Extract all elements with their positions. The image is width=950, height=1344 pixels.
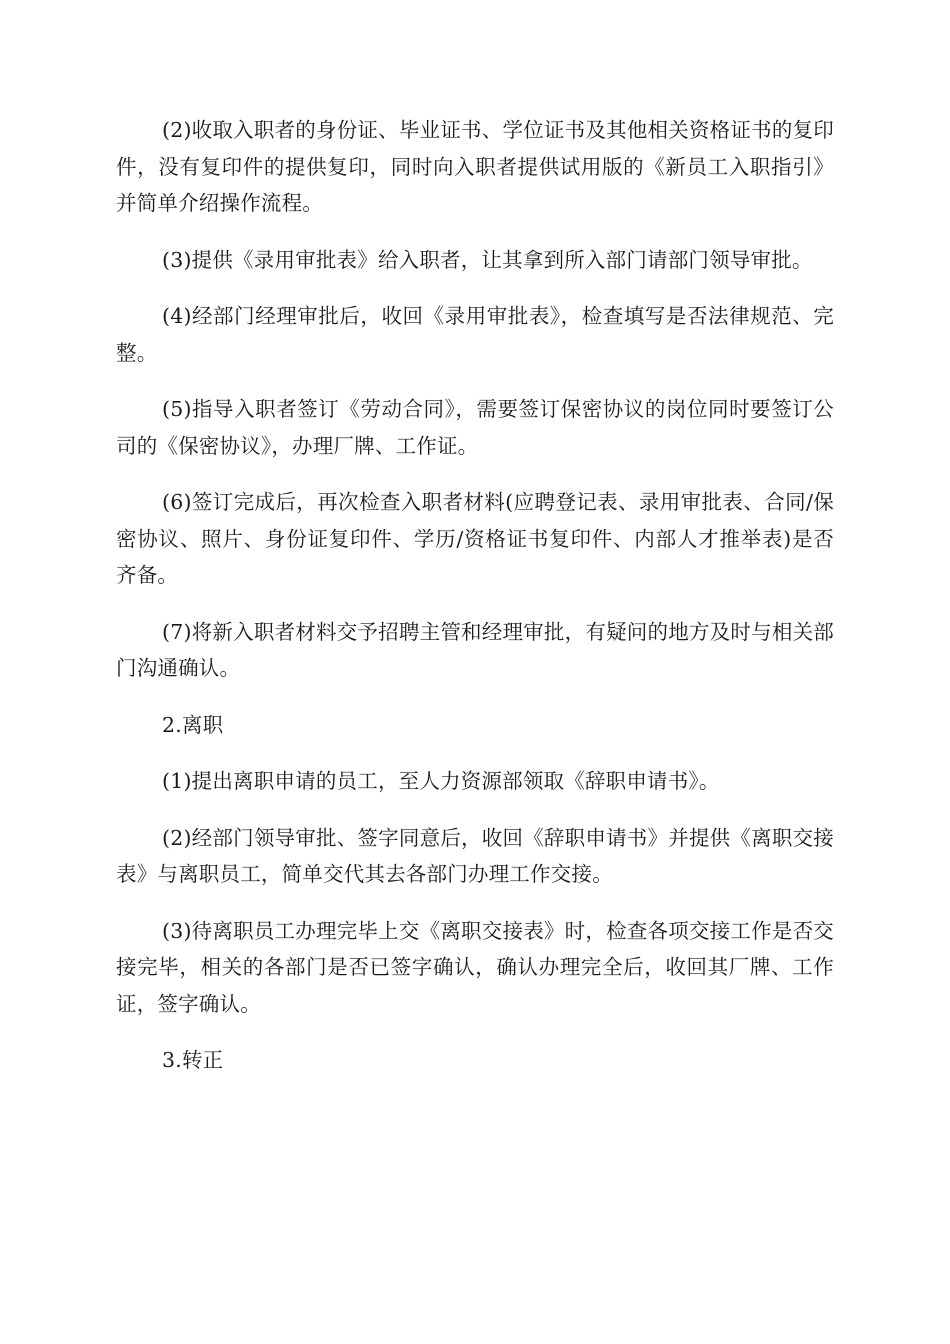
section-heading-confirmation: 3.转正 bbox=[162, 1048, 224, 1072]
paragraph-onboarding-step-6: (6)签订完成后，再次检查入职者材料(应聘登记表、录用审批表、合同/保密协议、照片、身份证复印件、学历/资格证书复印件、内部人才推举表)是否齐备。 bbox=[116, 490, 834, 587]
paragraph-onboarding-step-3: (3)提供《录用审批表》给入职者，让其拿到所入部门请部门领导审批。 bbox=[162, 247, 813, 272]
paragraph-onboarding-step-4: (4)经部门经理审批后，收回《录用审批表》，检查填写是否法律规范、完整。 bbox=[116, 304, 834, 365]
paragraph-resignation-step-2: (2)经部门领导审批、签字同意后，收回《辞职申请书》并提供《离职交接表》与离职员工，简单交代其去各部门办理工作交接。 bbox=[116, 825, 834, 886]
section-heading-resignation: 2.离职 bbox=[162, 712, 224, 737]
document-page bbox=[116, 112, 834, 1099]
paragraph-onboarding-step-2: (2)收取入职者的身份证、毕业证书、学位证书及其他相关资格证书的复印件，没有复印件的提供复印，同时向入职者提供试用版的《新员工入职指引》并简单介绍操作流程。 bbox=[116, 118, 834, 215]
paragraph-onboarding-step-7: (7)将新入职者材料交予招聘主管和经理审批，有疑问的地方及时与相关部门沟通确认。 bbox=[116, 619, 834, 680]
paragraph-resignation-step-1: (1)提出离职申请的员工，至人力资源部领取《辞职申请书》。 bbox=[162, 769, 720, 793]
paragraph-onboarding-step-5: (5)指导入职者签订《劳动合同》，需要签订保密协议的岗位同时要签订公司的《保密协议》，办理厂牌、工作证。 bbox=[116, 397, 834, 458]
paragraph-resignation-step-3: (3)待离职员工办理完毕上交《离职交接表》时，检查各项交接工作是否交接完毕，相关的各部门是否已签字确认，确认办理完全后，收回其厂牌、工作证，签字确认。 bbox=[116, 918, 834, 1016]
